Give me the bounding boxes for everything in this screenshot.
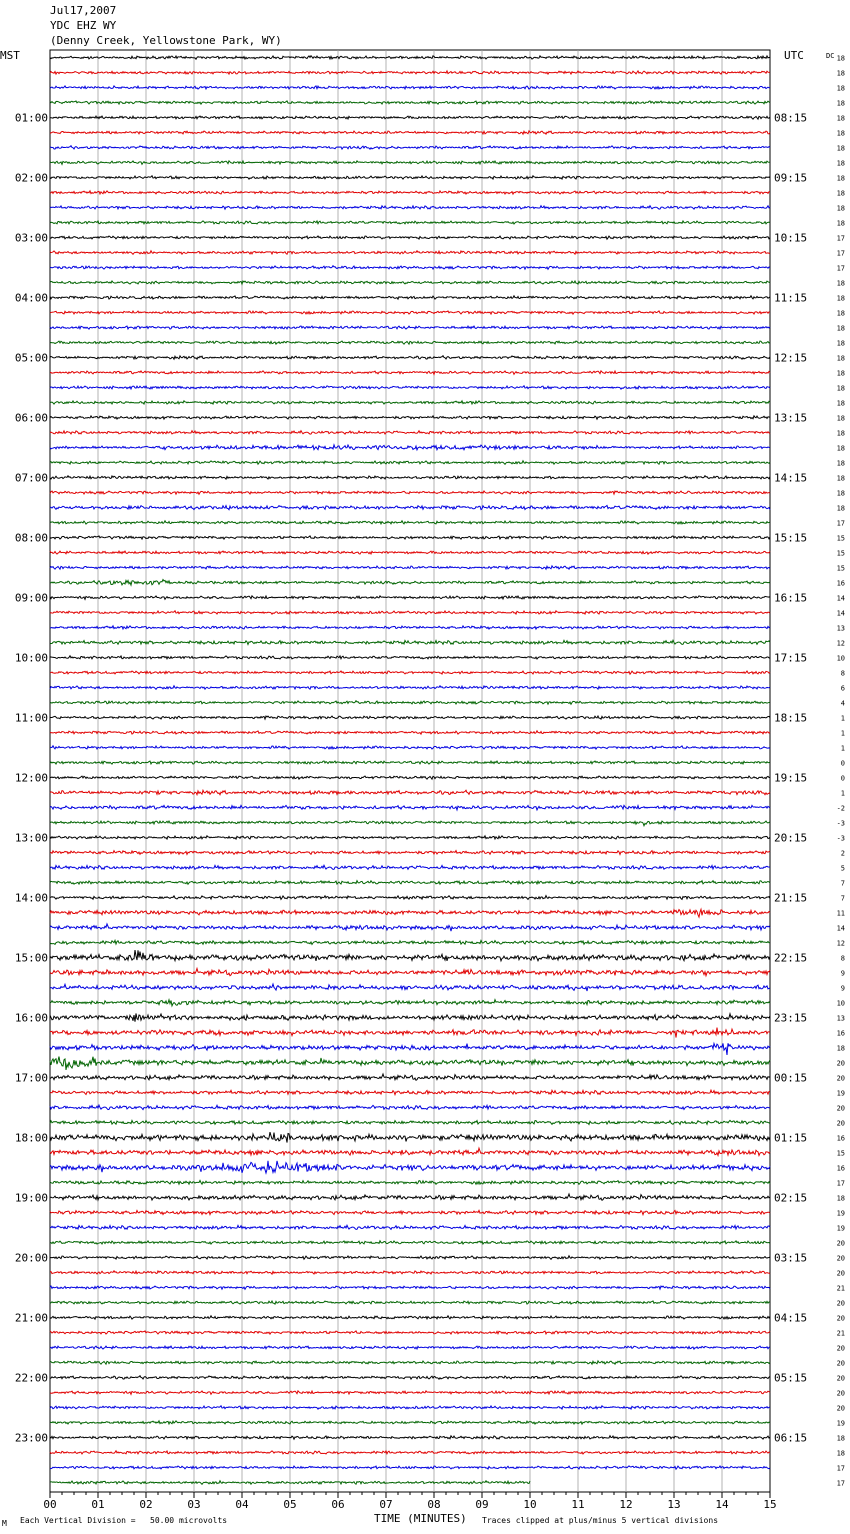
trace-row-28: [50, 476, 770, 479]
trace-row-9: [50, 191, 770, 194]
trace-row-71: [50, 1120, 770, 1124]
dc-offset-label: 10: [836, 999, 845, 1008]
dc-offset-label: 18: [836, 204, 845, 213]
left-time-label: 20:00: [14, 1251, 48, 1265]
trace-row-44: [50, 716, 770, 719]
dc-offset-label: 1: [840, 714, 845, 723]
trace-row-58: [50, 924, 770, 931]
dc-offset-label: 8: [840, 954, 845, 963]
right-time-label: 21:15: [774, 891, 808, 905]
trace-row-4: [50, 116, 770, 119]
trace-row-11: [50, 221, 770, 224]
x-tick-label: 00: [43, 1498, 57, 1511]
trace-row-67: [50, 1057, 770, 1070]
right-time-label: 17:15: [774, 651, 808, 665]
dc-offset-label: 0: [840, 774, 845, 783]
right-time-label: 18:15: [774, 711, 808, 725]
trace-row-72: [50, 1132, 770, 1142]
trace-row-16: [50, 296, 770, 299]
dc-offset-label: 18: [836, 429, 845, 438]
left-timezone-label: MST: [0, 49, 20, 62]
left-time-label: 18:00: [14, 1131, 48, 1145]
dc-offset-label: 18: [836, 174, 845, 183]
trace-row-90: [50, 1406, 770, 1409]
trace-row-7: [50, 161, 770, 164]
left-time-label: 06:00: [14, 411, 48, 425]
dc-offset-label: 17: [836, 249, 845, 258]
trace-row-91: [50, 1421, 770, 1424]
trace-row-27: [50, 461, 770, 465]
dc-offset-label: 18: [836, 129, 845, 138]
dc-offset-label: 20: [836, 1059, 845, 1068]
left-time-label: 01:00: [14, 111, 48, 125]
trace-row-61: [50, 969, 770, 976]
trace-row-14: [50, 266, 770, 270]
trace-row-82: [50, 1286, 770, 1289]
trace-row-2: [50, 86, 770, 89]
trace-row-0: [50, 56, 770, 60]
trace-row-23: [50, 401, 770, 404]
left-time-label: 22:00: [14, 1371, 48, 1385]
right-time-label: 22:15: [774, 951, 808, 965]
right-time-label: 09:15: [774, 171, 808, 185]
trace-row-8: [50, 176, 770, 179]
dc-offset-label: 18: [836, 384, 845, 393]
trace-row-13: [50, 251, 770, 255]
right-timezone-label: UTC: [784, 49, 804, 62]
trace-row-26: [50, 445, 770, 450]
x-tick-label: 14: [715, 1498, 729, 1511]
trace-row-65: [50, 1028, 770, 1038]
right-time-label: 23:15: [774, 1011, 808, 1025]
dc-offset-label: 18: [836, 294, 845, 303]
right-time-label: 03:15: [774, 1251, 808, 1265]
dc-offset-label: 0: [840, 759, 845, 768]
dc-offset-label: 18: [836, 444, 845, 453]
dc-offset-label: 21: [836, 1284, 845, 1293]
left-time-label: 19:00: [14, 1191, 48, 1205]
trace-row-39: [50, 640, 770, 644]
trace-row-35: [50, 580, 770, 586]
dc-offset-label: 18: [836, 219, 845, 228]
trace-row-20: [50, 356, 770, 359]
dc-offset-label: 18: [836, 1194, 845, 1203]
x-tick-label: 01: [91, 1498, 105, 1511]
dc-offset-label: 18: [836, 399, 845, 408]
trace-row-30: [50, 505, 770, 509]
trace-row-10: [50, 206, 770, 209]
trace-row-80: [50, 1256, 770, 1260]
x-tick-label: 15: [763, 1498, 777, 1511]
right-time-label: 05:15: [774, 1371, 808, 1385]
dc-offset-label: 8: [840, 669, 845, 678]
right-time-label: 13:15: [774, 411, 808, 425]
trace-row-29: [50, 491, 770, 494]
x-tick-label: 09: [475, 1498, 489, 1511]
dc-offset-label: 17: [836, 1464, 845, 1473]
trace-row-31: [50, 521, 770, 524]
trace-row-83: [50, 1301, 770, 1304]
dc-offset-label: 1: [840, 744, 845, 753]
left-time-label: 07:00: [14, 471, 48, 485]
right-time-label: 11:15: [774, 291, 808, 305]
trace-row-36: [50, 596, 770, 599]
dc-offset-label: 17: [836, 264, 845, 273]
x-tick-label: 10: [523, 1498, 537, 1511]
dc-offset-label: 19: [836, 1419, 845, 1428]
x-tick-label: 07: [379, 1498, 393, 1511]
trace-row-84: [50, 1316, 770, 1319]
dc-offset-label: 10: [836, 654, 845, 663]
trace-row-12: [50, 236, 770, 239]
dc-offset-label: 15: [836, 549, 845, 558]
trace-row-52: [50, 836, 770, 839]
dc-offset-label: 20: [836, 1389, 845, 1398]
trace-row-77: [50, 1210, 770, 1214]
left-time-label: 03:00: [14, 231, 48, 245]
right-time-label: 04:15: [774, 1311, 808, 1325]
trace-row-64: [50, 1013, 770, 1021]
dc-offset-label: 16: [836, 1134, 845, 1143]
trace-row-53: [50, 851, 770, 855]
left-time-label: 21:00: [14, 1311, 48, 1325]
trace-row-88: [50, 1376, 770, 1379]
dc-offset-label: 4: [840, 699, 845, 708]
dc-offset-label: 20: [836, 1404, 845, 1413]
trace-row-1: [50, 71, 770, 74]
x-tick-label: 13: [667, 1498, 681, 1511]
dc-label: DC: [826, 52, 835, 60]
left-time-label: 02:00: [14, 171, 48, 185]
dc-offset-label: 17: [836, 1479, 845, 1488]
dc-offset-label: 7: [840, 894, 845, 903]
dc-offset-label: 20: [836, 1359, 845, 1368]
trace-row-6: [50, 146, 770, 149]
vertical-scale-note: Each Vertical Division = 50.00 microvolts: [20, 1516, 228, 1525]
left-time-label: 05:00: [14, 351, 48, 365]
dc-offset-label: -2: [836, 804, 845, 813]
right-time-label: 12:15: [774, 351, 808, 365]
dc-offset-label: 18: [836, 1449, 845, 1458]
dc-offset-label: 11: [836, 909, 845, 918]
trace-row-21: [50, 371, 770, 374]
left-time-label: 09:00: [14, 591, 48, 605]
trace-row-78: [50, 1225, 770, 1229]
dc-offset-label: 20: [836, 1104, 845, 1113]
dc-offset-label: 18: [836, 309, 845, 318]
dc-offset-label: 15: [836, 1149, 845, 1158]
x-tick-label: 12: [619, 1498, 633, 1511]
left-time-label: 14:00: [14, 891, 48, 905]
trace-row-42: [50, 686, 770, 690]
trace-row-55: [50, 881, 770, 885]
left-time-label: 13:00: [14, 831, 48, 845]
trace-row-19: [50, 341, 770, 344]
trace-row-70: [50, 1105, 770, 1109]
trace-row-32: [50, 536, 770, 539]
dc-offset-label: -3: [836, 819, 845, 828]
dc-offset-label: 17: [836, 519, 845, 528]
dc-offset-label: 7: [840, 879, 845, 888]
trace-row-57: [50, 909, 770, 917]
trace-row-76: [50, 1194, 770, 1200]
trace-row-60: [50, 950, 770, 961]
trace-row-41: [50, 671, 770, 674]
trace-row-17: [50, 311, 770, 314]
x-axis-title: TIME (MINUTES): [374, 1512, 467, 1525]
trace-row-25: [50, 431, 770, 434]
trace-row-56: [50, 896, 770, 900]
left-time-label: 15:00: [14, 951, 48, 965]
x-tick-label: 04: [235, 1498, 249, 1511]
dc-offset-label: 18: [836, 99, 845, 108]
dc-offset-label: 2: [840, 849, 845, 858]
trace-row-94: [50, 1466, 770, 1469]
dc-offset-label: 20: [836, 1269, 845, 1278]
dc-offset-label: 19: [836, 1209, 845, 1218]
right-time-label: 19:15: [774, 771, 808, 785]
trace-row-75: [50, 1180, 770, 1184]
left-time-label: 12:00: [14, 771, 48, 785]
trace-row-87: [50, 1361, 770, 1364]
trace-row-33: [50, 551, 770, 554]
right-time-label: 15:15: [774, 531, 808, 545]
dc-offset-label: 14: [836, 609, 845, 618]
trace-row-85: [50, 1331, 770, 1334]
trace-row-59: [50, 940, 770, 944]
dc-offset-label: 18: [836, 84, 845, 93]
x-tick-label: 05: [283, 1498, 297, 1511]
dc-offset-label: 18: [836, 114, 845, 123]
left-time-label: 10:00: [14, 651, 48, 665]
trace-row-69: [50, 1090, 770, 1094]
trace-row-18: [50, 326, 770, 329]
trace-row-3: [50, 101, 770, 104]
dc-offset-label: 17: [836, 1179, 845, 1188]
trace-row-74: [50, 1161, 770, 1173]
dc-offset-label: 20: [836, 1344, 845, 1353]
trace-row-50: [50, 805, 770, 809]
clip-note: Traces clipped at plus/minus 5 vertical divisions: [482, 1516, 719, 1525]
trace-row-47: [50, 761, 770, 764]
trace-row-93: [50, 1451, 770, 1454]
dc-offset-label: 16: [836, 579, 845, 588]
dc-offset-label: 18: [836, 369, 845, 378]
trace-row-62: [50, 984, 770, 991]
dc-offset-label: 20: [836, 1119, 845, 1128]
trace-row-45: [50, 731, 770, 734]
dc-offset-label: 19: [836, 1224, 845, 1233]
dc-offset-label: 18: [836, 354, 845, 363]
dc-offset-label: 20: [836, 1074, 845, 1083]
trace-row-51: [50, 821, 770, 826]
trace-row-43: [50, 701, 770, 705]
right-time-label: 20:15: [774, 831, 808, 845]
x-tick-label: 08: [427, 1498, 441, 1511]
dc-offset-label: 20: [836, 1314, 845, 1323]
dc-offset-label: 16: [836, 1029, 845, 1038]
station-code: YDC EHZ WY: [50, 19, 117, 32]
dc-offset-label: 18: [836, 69, 845, 78]
dc-offset-label: 12: [836, 939, 845, 948]
dc-offset-label: 17: [836, 234, 845, 243]
dc-offset-label: 9: [840, 969, 845, 978]
trace-row-54: [50, 865, 770, 869]
trace-row-15: [50, 281, 770, 284]
trace-row-92: [50, 1436, 770, 1439]
dc-offset-label: 18: [836, 489, 845, 498]
trace-row-34: [50, 566, 770, 569]
dc-offset-label: 15: [836, 564, 845, 573]
dc-offset-label: 9: [840, 984, 845, 993]
dc-offset-label: 15: [836, 534, 845, 543]
x-tick-label: 03: [187, 1498, 201, 1511]
trace-row-68: [50, 1074, 770, 1080]
dc-offset-label: 12: [836, 639, 845, 648]
dc-offset-label: 20: [836, 1374, 845, 1383]
left-time-label: 23:00: [14, 1431, 48, 1445]
dc-offset-label: 18: [836, 54, 845, 63]
trace-row-48: [50, 776, 770, 779]
right-time-label: 01:15: [774, 1131, 808, 1145]
trace-row-38: [50, 626, 770, 629]
x-tick-label: 06: [331, 1498, 345, 1511]
dc-offset-label: 18: [836, 504, 845, 513]
dc-offset-label: 13: [836, 624, 845, 633]
left-time-label: 04:00: [14, 291, 48, 305]
trace-row-73: [50, 1148, 770, 1155]
dc-offset-label: 18: [836, 189, 845, 198]
trace-row-49: [50, 790, 770, 794]
trace-row-86: [50, 1346, 770, 1349]
dc-offset-label: 18: [836, 414, 845, 423]
dc-offset-label: 6: [840, 684, 845, 693]
left-time-label: 08:00: [14, 531, 48, 545]
right-time-label: 00:15: [774, 1071, 808, 1085]
dc-offset-label: 18: [836, 159, 845, 168]
right-time-label: 16:15: [774, 591, 808, 605]
dc-offset-label: 14: [836, 924, 845, 933]
dc-offset-label: 13: [836, 1014, 845, 1023]
dc-offset-label: 18: [836, 324, 845, 333]
dc-offset-label: 18: [836, 459, 845, 468]
dc-offset-label: 1: [840, 789, 845, 798]
x-tick-label: 11: [571, 1498, 585, 1511]
trace-row-22: [50, 386, 770, 389]
trace-row-24: [50, 416, 770, 419]
dc-offset-label: 19: [836, 1089, 845, 1098]
dc-offset-label: 20: [836, 1254, 845, 1263]
trace-row-63: [50, 1000, 770, 1006]
left-time-label: 16:00: [14, 1011, 48, 1025]
trace-row-89: [50, 1391, 770, 1394]
right-time-label: 10:15: [774, 231, 808, 245]
dc-offset-label: 14: [836, 594, 845, 603]
plot-date: Jul17,2007: [50, 4, 117, 17]
trace-row-40: [50, 656, 770, 659]
dc-offset-label: 20: [836, 1239, 845, 1248]
left-time-label: 11:00: [14, 711, 48, 725]
trace-row-46: [50, 746, 770, 749]
dc-offset-label: 16: [836, 1164, 845, 1173]
dc-offset-label: 18: [836, 144, 845, 153]
footer-mark: M: [2, 1519, 7, 1528]
right-time-label: 06:15: [774, 1431, 808, 1445]
dc-offset-label: 20: [836, 1299, 845, 1308]
station-location: (Denny Creek, Yellowstone Park, WY): [50, 34, 282, 47]
trace-row-79: [50, 1241, 770, 1244]
trace-row-66: [50, 1043, 770, 1055]
dc-offset-label: 18: [836, 279, 845, 288]
x-tick-label: 02: [139, 1498, 153, 1511]
dc-offset-label: -3: [836, 834, 845, 843]
dc-offset-label: 18: [836, 474, 845, 483]
trace-row-81: [50, 1271, 770, 1274]
right-time-label: 02:15: [774, 1191, 808, 1205]
dc-offset-label: 18: [836, 1434, 845, 1443]
left-time-label: 17:00: [14, 1071, 48, 1085]
right-time-label: 14:15: [774, 471, 808, 485]
dc-offset-label: 5: [840, 864, 845, 873]
right-time-label: 08:15: [774, 111, 808, 125]
trace-row-5: [50, 131, 770, 134]
dc-offset-label: 18: [836, 1044, 845, 1053]
dc-offset-label: 21: [836, 1329, 845, 1338]
dc-offset-label: 1: [840, 729, 845, 738]
trace-row-37: [50, 611, 770, 614]
dc-offset-label: 18: [836, 339, 845, 348]
